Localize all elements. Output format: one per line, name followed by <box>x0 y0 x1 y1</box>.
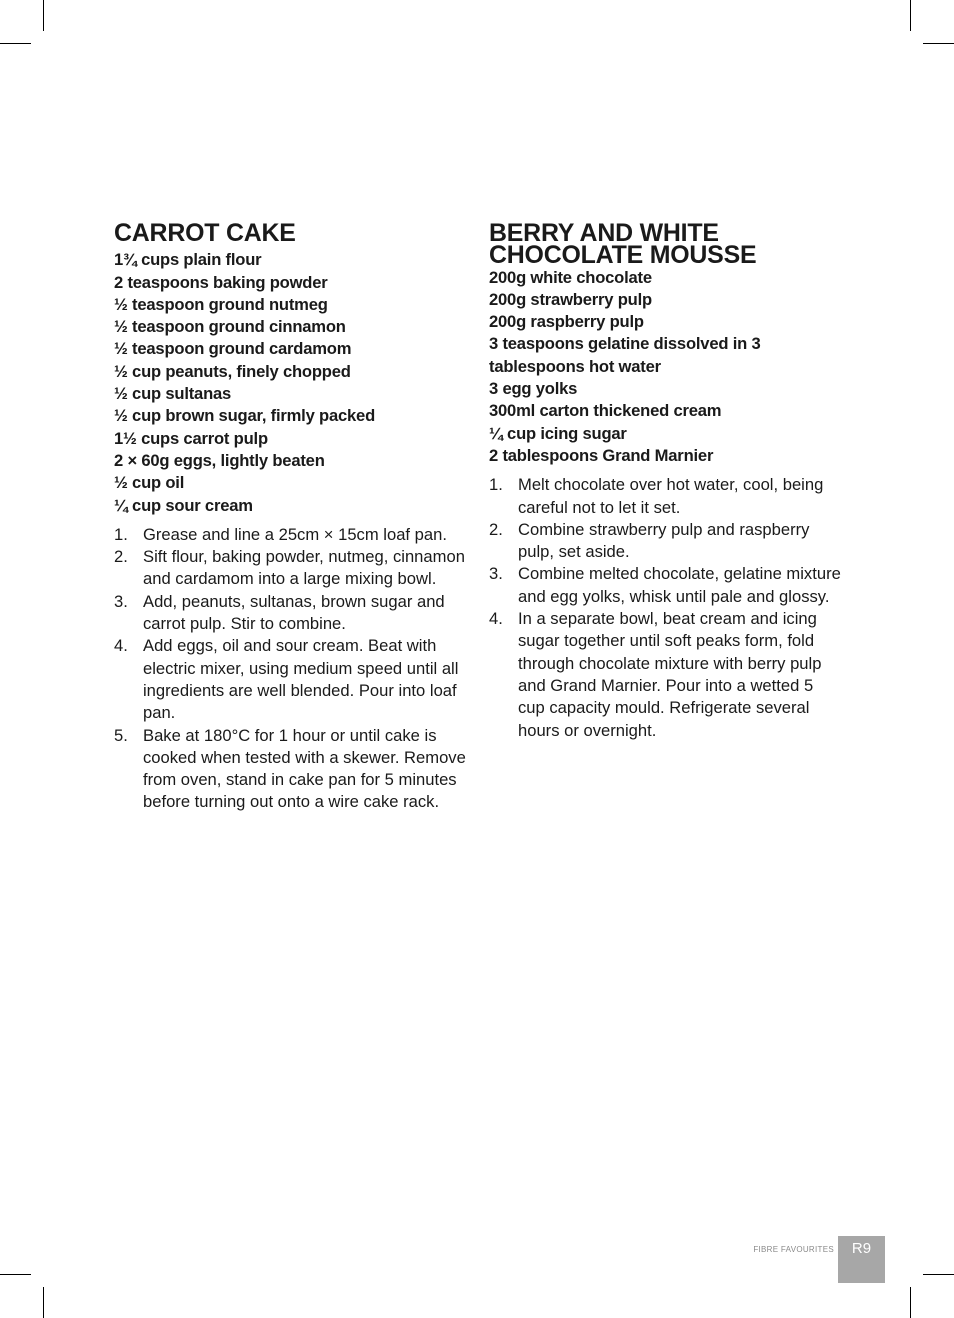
ingredient-item: 2 tablespoons Grand Marnier <box>489 445 714 465</box>
recipe-title: BERRY AND WHITE CHOCOLATE MOUSSE <box>489 219 757 270</box>
ingredient-item: ½ teaspoon ground cinnamon <box>114 317 346 337</box>
ingredient-item: ½ teaspoon ground cardamom <box>114 339 352 359</box>
recipe-title: CARROT CAKE <box>114 219 296 247</box>
crop-mark <box>43 1287 44 1318</box>
step-number: 1. <box>114 524 128 544</box>
step-number: 4. <box>114 636 128 656</box>
ingredient-item: ¼ cup icing sugar <box>489 423 627 443</box>
method-step <box>114 524 466 546</box>
step-number: 4. <box>489 609 503 629</box>
ingredient-list <box>114 249 466 517</box>
crop-mark <box>0 43 31 44</box>
ingredient-item: 3 teaspoons gelatine dissolved in 3 tablespoons hot water <box>489 334 761 376</box>
step-number: 3. <box>114 591 128 611</box>
method-steps <box>489 474 841 742</box>
step-number: 3. <box>489 564 503 584</box>
method-step <box>489 519 841 564</box>
ingredient-item: 200g raspberry pulp <box>489 312 644 332</box>
crop-mark <box>43 0 44 31</box>
crop-mark <box>910 1287 911 1318</box>
ingredient-item: ½ teaspoon ground nutmeg <box>114 294 328 314</box>
page-number-box <box>838 1236 885 1283</box>
method-steps <box>114 524 466 814</box>
step-text: Grease and line a 25cm × 15cm loaf pan. <box>143 524 447 544</box>
ingredient-item: 200g white chocolate <box>489 267 652 287</box>
step-text: In a separate bowl, beat cream and icing sugar together until soft peaks form, fold through chocolate mixture with berry pulp and Grand Marnier. Pour into a wetted 5 cup capacity mould. Refrigerate several hours or overnight. <box>518 609 822 740</box>
method-step <box>489 474 841 519</box>
ingredient-item: ½ cup sultanas <box>114 384 232 404</box>
method-step <box>114 591 466 636</box>
ingredient-item: 2 × 60g eggs, lightly beaten <box>114 450 325 470</box>
carrot-cake-recipe <box>114 219 466 814</box>
method-step <box>114 546 466 591</box>
ingredient-item: 3 egg yolks <box>489 379 578 399</box>
crop-mark <box>910 0 911 31</box>
method-step <box>114 635 466 724</box>
crop-mark <box>923 1274 954 1275</box>
ingredient-item: ½ cup oil <box>114 473 185 493</box>
step-text: Add eggs, oil and sour cream. Beat with electric mixer, using medium speed until all ingredients are well blended. Pour into loaf pan. <box>143 636 459 723</box>
method-step <box>489 563 841 608</box>
method-step <box>114 725 466 814</box>
ingredient-item: ½ cup peanuts, finely chopped <box>114 361 351 381</box>
step-number: 2. <box>114 547 128 567</box>
step-text: Add, peanuts, sultanas, brown sugar and carrot pulp. Stir to combine. <box>143 591 445 634</box>
ingredient-item: 300ml carton thickened cream <box>489 401 722 421</box>
ingredient-list <box>489 267 841 468</box>
ingredient-item: 1½ cups carrot pulp <box>114 428 268 448</box>
page-number: R9 <box>851 1240 872 1257</box>
step-text: Melt chocolate over hot water, cool, being careful not to let it set. <box>518 475 824 517</box>
ingredient-item: ½ cup brown sugar, firmly packed <box>114 406 376 426</box>
mousse-recipe <box>489 219 841 742</box>
ingredient-item: 1¾ cups plain flour <box>114 250 262 270</box>
step-text: Combine melted chocolate, gelatine mixture and egg yolks, whisk until pale and glossy. <box>518 564 841 606</box>
step-number: 1. <box>489 475 503 495</box>
step-text: Sift flour, baking powder, nutmeg, cinnamon and cardamom into a large mixing bowl. <box>143 547 465 589</box>
method-step <box>489 608 841 742</box>
crop-mark <box>0 1274 31 1275</box>
section-label: FIBRE FAVOURITES <box>753 1245 834 1254</box>
step-text: Bake at 180°C for 1 hour or until cake is cooked when tested with a skewer. Remove from oven, stand in cake pan for 5 minutes before turning out onto a wire cake rack. <box>143 725 466 812</box>
step-number: 2. <box>489 519 503 539</box>
step-text: Combine strawberry pulp and raspberry pulp, set aside. <box>518 519 810 562</box>
step-number: 5. <box>114 725 128 745</box>
ingredient-item: 200g strawberry pulp <box>489 289 652 309</box>
crop-mark <box>923 43 954 44</box>
ingredient-item: ¼ cup sour cream <box>114 495 253 515</box>
ingredient-item: 2 teaspoons baking powder <box>114 272 328 292</box>
